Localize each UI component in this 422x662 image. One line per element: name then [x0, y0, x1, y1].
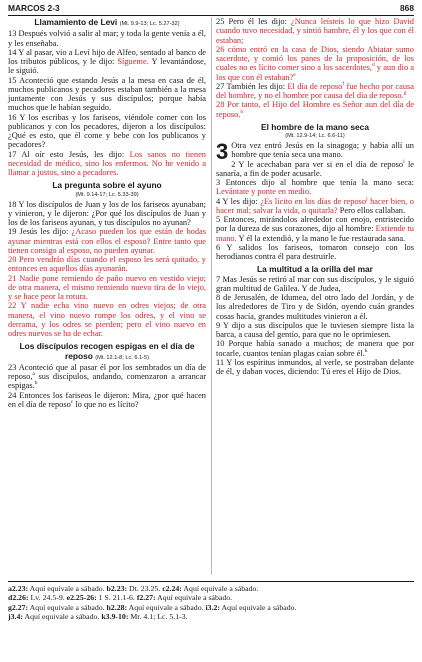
page-number: 868 — [400, 3, 414, 13]
footnote-line: j3.4: Aquí equivale a sábado. k3.9-10: Mr. 4.1; Lc. 5.1-3. — [8, 611, 188, 621]
verse-3-6: 6 Y salidos los fariseos, tomaron consejo con los herodianos contra él para destruirle. — [216, 242, 414, 261]
verse-18: 18 Y los discípulos de Juan y los de los fariseos ayunaban; y vinieron, y le dijeron: ¿Por qué los discípulos de Juan y los de los fariseos ayunan, y tus discípulos no ayunan? — [8, 199, 206, 227]
footnote-line: g2.27: Aquí equivale a sábado. h2.28: Aquí equivale a sábado. i3.2: Aquí equivale a sábado. — [8, 602, 297, 612]
verse-3-11: 11 Y los espíritus inmundos, al verle, se postraban delante de él, y daban voces, diciendo: Tú eres el Hijo de Dios. — [216, 357, 414, 376]
section-ref-ayuno: (Mt. 9.14-17; Lc. 5.33-39) — [75, 191, 139, 198]
verse-3-2: 2 Y le acechaban para ver si en el día de reposo$^i$ le sanaría, a fin de poder acusarle. — [216, 158, 414, 178]
verse-3-3: 3 Entonces dijo al hombre que tenía la mano seca: Levántate y ponte en medio. — [216, 178, 414, 197]
section-heading-ayuno: La pregunta sobre el ayuno — [52, 180, 162, 191]
verse-26: 26 cómo entró en la casa de Dios, siendo Abiatar sumo sacerdote, y comió los panes de la proposición, de los cuales no es lícito comer sino a los sacerdotes,$^d$ y aun dio a los que con él estaban?$^e$ — [216, 44, 415, 82]
verse-21: 21 Nadie pone remiendo de paño nuevo en vestido viejo; de otra manera, el mismo remiendo nuevo tira de lo viejo, y se hace peor la rotura. — [8, 273, 206, 301]
verse-3-8: 8 de Jerusalén, de Idumea, del otro lado del Jordán, y de los alrededores de Tiro y de Sidón, oyendo cuán grandes cosas hacía, grandes multitudes vinieron a él. — [216, 293, 414, 321]
running-head: MARCOS 2-3 — [8, 3, 60, 13]
verse-13: 13 Después volvió a salir al mar; y toda la gente venía a él, y les enseñaba. — [8, 29, 206, 48]
verse-22: 22 Y nadie echa vino nuevo en odres viejos; de otra manera, el vino nuevo rompe los odres, y el vino se derrama, y los odres se pierden; pero el vino nuevo en odres nuevos se ha de echar. — [8, 301, 206, 338]
verse-3-10: 10 Porque había sanado a muchos; de manera que por tocarle, cuantos tenían plagas caían sobre él.$^k$ — [216, 339, 414, 358]
section-heading-levi: Llamamiento de Levi (Mt. 9.9-13; Lc. 5.27-32) — [34, 17, 180, 27]
right-column — [216, 17, 414, 376]
verse-28: 28 Por tanto, el Hijo del Hombre es Señor aun del día de reposo.$^h$ — [216, 100, 414, 119]
verse-15: 15 Aconteció que estando Jesús a la mesa en casa de él, muchos publicanos y pecadores estaban también a la mesa juntamente con Jesús y sus discípulos; porque había muchos que le habían seguido. — [8, 75, 206, 113]
verse-17: 17 Al oír esto Jesús, les dijo: Los sanos no tienen necesidad de médico, sino los enfermos. No he venido a llamar a justos, sino a pecadores. — [8, 149, 206, 177]
verse-3-9: 9 Y dijo a sus discípulos que le tuviesen siempre lista la barca, a causa del gentío, para que no le oprimiesen. — [216, 320, 414, 339]
footnote-line: a2.23: Aquí equivale a sábado. b2.23: Dt. 23.25. c2.24: Aquí equivale a sábado. — [8, 584, 259, 593]
header-rule — [8, 15, 414, 16]
verse-3-7: 7 Mas Jesús se retiró al mar con sus discípulos, y le siguió gran multitud de Galilea. Y de Judea, — [216, 274, 414, 293]
verse-25: 25 Pero él les dijo: ¿Nunca leísteis lo que hizo David cuando tuvo necesidad, y sintió hambre, él y los que con él estaban; — [216, 17, 414, 45]
column-divider — [211, 17, 212, 575]
verse-27: 27 También les dijo: El día de reposo$^f$ fue hecho por causa del hombre, y no el hombre por causa del día de reposo.$^g$ — [216, 80, 414, 100]
section-heading-mano-seca: El hombre de la mano seca — [261, 121, 369, 132]
footnote-line: d2.26: Lv. 24.5-9. e2.25-26: 1 S. 21.1-6. f2.27: Aquí equivale a sábado. — [8, 593, 233, 603]
verse-24: 24 Entonces los fariseos le dijeron: Mira, ¿por qué hacen en el día de reposo$^c$ lo que no es lícito? — [8, 390, 206, 409]
chapter-number: 3 — [216, 139, 229, 164]
verse-14: 14 Y al pasar, vio a Leví hijo de Alfeo, sentado al banco de los tributos públicos, y le dijo: Sígueme. Y levantándose, le siguió. — [8, 47, 206, 76]
section-heading-multitud: La multitud a la orilla del mar — [257, 264, 373, 275]
footnotes — [8, 581, 414, 621]
verse-3-1: 3 Otra vez entró Jesús en la sinagoga; y había allí un hombre que tenía seca una mano. — [216, 139, 414, 164]
section-ref-mano-seca: (Mt. 12.9-14; Lc. 6.6-11) — [285, 133, 345, 139]
verse-19: 19 Jesús les dijo: ¿Acaso pueden los que están de bodas ayunar mientras está con ellos el esposo? Entre tanto que tienen consigo al esposo, no pueden ayunar. — [8, 227, 207, 255]
verse-3-5: 5 Entonces, mirándolos alrededor con enojo, entristecido por la dureza de sus corazones, dijo al hombre: Extiende tu mano. Y él la extendió, y la mano le fue restaurada sana. — [216, 215, 414, 243]
left-column — [8, 17, 206, 409]
verse-16: 16 Y los escribas y los fariseos, viéndole comer con los publicanos y con los pecadores, dijeron a los discípulos: ¿Qué es esto, que él come y bebe con los publicanos y pecadores? — [8, 112, 206, 150]
section-heading-espigas: Los discípulos recogen espigas en el día de reposo (Mt. 12.1-8; Lc. 6.1-5) — [19, 341, 195, 361]
verse-23: 23 Aconteció que al pasar él por los sembrados un día de reposo,$^a$ sus discípulos, andando, comenzaron a arrancar espigas.$^b$ — [8, 362, 206, 391]
verse-3-4: 4 Y les dijo: ¿Es lícito en los días de reposo$^j$ hacer bien, o hacer mal; salvar la vida, o quitarla? Pero ellos callaban. — [216, 195, 414, 215]
verse-20: 20 Pero vendrán días cuando el esposo les será quitado, y entonces en aquellos días ayunarán. — [8, 255, 206, 274]
